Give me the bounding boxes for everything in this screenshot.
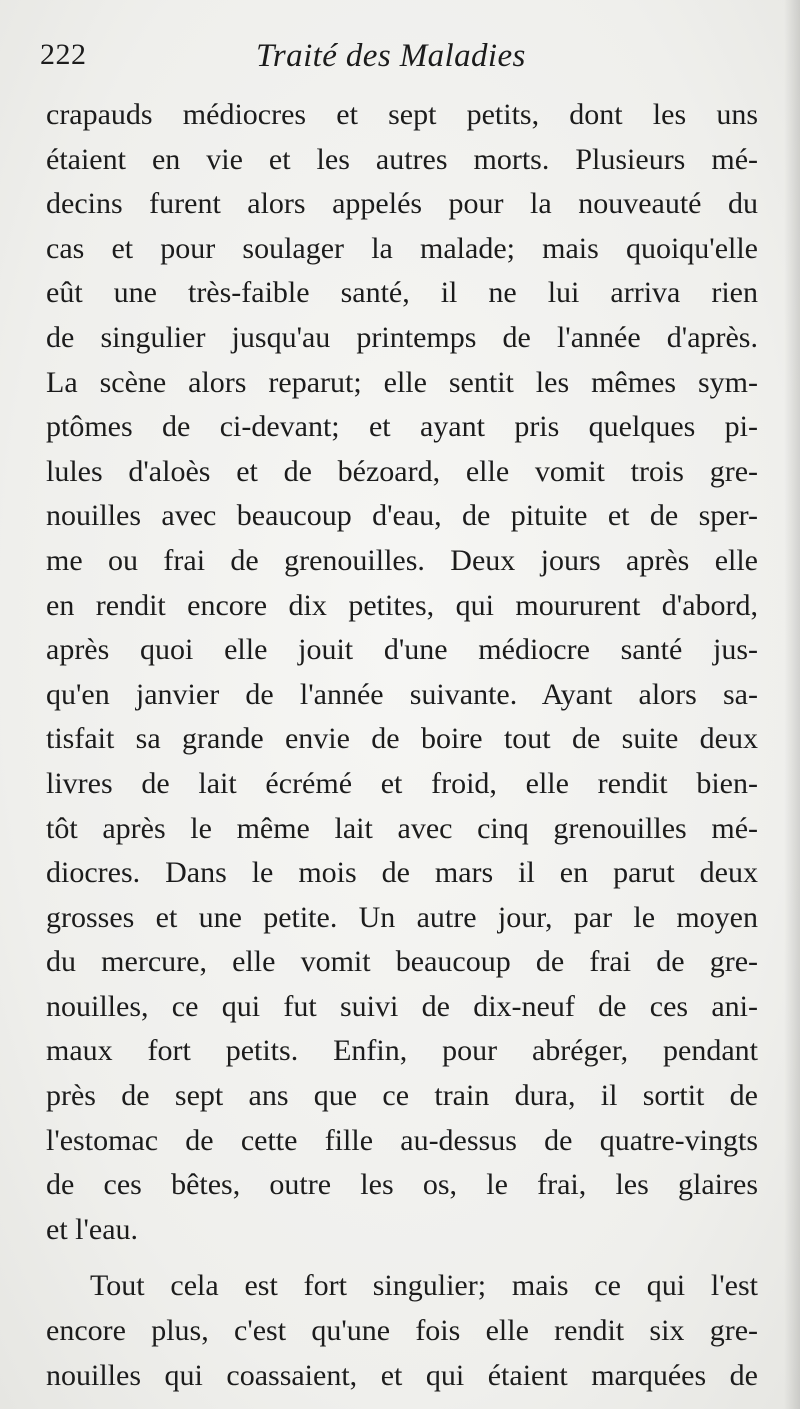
text-line: crapauds médiocres et sept petits, dont les uns	[46, 98, 758, 131]
text-line: nouilles, ce qui fut suivi de dix-neuf de ces ani-	[46, 989, 758, 1023]
running-title: Traité des Maladies	[256, 38, 526, 74]
text-line: decins furent alors appelés pour la nouveauté du	[46, 187, 758, 221]
text-line: grosses et une petite. Un autre jour, par le moyen	[46, 900, 758, 934]
page-edge-shadow	[784, 0, 800, 1409]
text-line: maux fort petits. Enfin, pour abréger, pendant	[46, 1034, 758, 1068]
text-line: eût une très-faible santé, il ne lui arriva rien	[46, 276, 758, 310]
page-header	[40, 38, 760, 82]
text-line: livres de lait écrémé et froid, elle rendit bien-	[46, 766, 758, 800]
text-line: l'estomac de cette fille au-dessus de quatre-vingts	[46, 1123, 758, 1157]
text-line: qu'en janvier de l'année suivante. Ayant alors sa-	[46, 677, 758, 711]
text-line: lules d'aloès et de bézoard, elle vomit trois gre-	[46, 454, 758, 488]
text-line: de singulier jusqu'au printemps de l'année d'après.	[46, 320, 758, 354]
text-line: étaient en vie et les autres morts. Plusieurs mé-	[46, 142, 758, 176]
body-text	[46, 93, 758, 1398]
text-line: encore plus, c'est qu'une fois elle rendit six gre-	[46, 1314, 758, 1348]
text-line: tisfait sa grande envie de boire tout de suite deux	[46, 722, 758, 756]
text-line: après quoi elle jouit d'une médiocre santé jus-	[46, 633, 758, 667]
text-line: La scène alors reparut; elle sentit les mêmes sym-	[46, 365, 758, 399]
text-line: ptômes de ci-devant; et ayant pris quelques pi-	[46, 410, 758, 444]
text-line: tôt après le même lait avec cinq grenouilles mé-	[46, 811, 758, 845]
text-line: nouilles avec beaucoup d'eau, de pituite et de sper-	[46, 499, 758, 533]
text-line: du mercure, elle vomit beaucoup de frai de gre-	[46, 945, 758, 979]
text-line: diocres. Dans le mois de mars il en parut deux	[46, 856, 758, 890]
text-line: Tout cela est fort singulier; mais ce qui l'est	[90, 1269, 758, 1303]
text-line: en rendit encore dix petites, qui moururent d'abord,	[46, 588, 758, 622]
text-line: cas et pour soulager la malade; mais quoiqu'elle	[46, 231, 758, 265]
text-line: de ces bêtes, outre les os, le frai, les glaires	[46, 1168, 758, 1202]
text-line: près de sept ans que ce train dura, il sortit de	[46, 1079, 758, 1113]
text-line: me ou frai de grenouilles. Deux jours après elle	[46, 543, 758, 577]
paragraph-gap	[46, 1252, 758, 1264]
text-line: et l'eau.	[46, 1212, 139, 1246]
page-number: 222	[40, 38, 87, 71]
text-line: nouilles qui coassaient, et qui étaient marquées de	[46, 1358, 758, 1392]
